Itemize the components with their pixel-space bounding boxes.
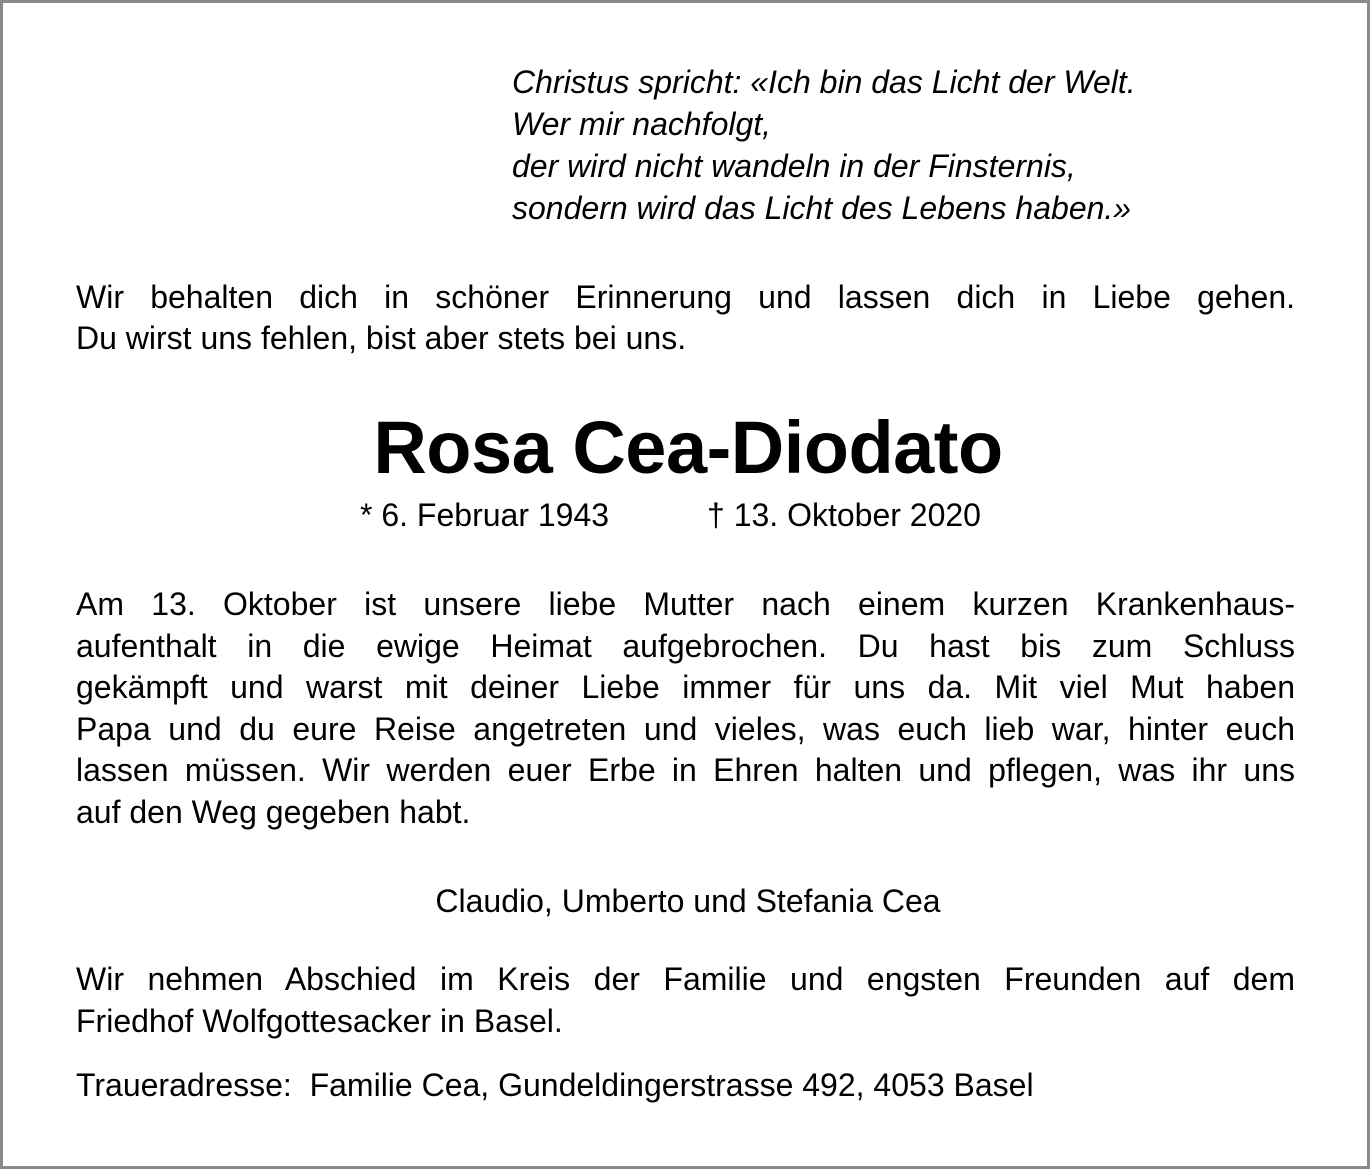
body-line: lassen müssen. Wir werden euer Erbe in Ehren halten und pflegen, was ihr uns [76,752,1295,789]
intro-line: Du wirst uns fehlen, bist aber stets bei uns. [76,320,687,356]
body-line: Am 13. Oktober ist unsere liebe Mutter nach einem kurzen Krankenhaus- [76,586,1295,622]
family-signature: Claudio, Umberto und Stefania Cea [435,883,941,919]
mourning-address [76,1064,1034,1106]
quote-line: sondern wird das Licht des Lebens haben.» [512,190,1132,226]
body-line: Papa und du eure Reise angetreten und vieles, was euch lieb war, hinter euch [76,710,1295,747]
life-dates [360,494,981,536]
quote-line: Wer mir nachfolgt, [512,106,772,142]
farewell-paragraph [76,958,1295,1042]
intro-line: Wir behalten dich in schöner Erinnerung und lassen dich in Liebe gehen. [76,279,1295,315]
address-value: Familie Cea, Gundeldingerstrasse 492, 4053 Basel [309,1067,1034,1103]
body-paragraph [76,584,1295,834]
deceased-name: Rosa Cea-Diodato [373,406,1003,489]
farewell-line: Friedhof Wolfgottesacker in Basel. [76,1003,563,1039]
death-date: † 13. Oktober 2020 [707,497,981,533]
quote-line: Christus spricht: «Ich bin das Licht der Welt. [512,64,1136,100]
body-line: aufenthalt in die ewige Heimat aufgebrochen. Du hast bis zum Schluss [76,627,1295,664]
birth-date: * 6. Februar 1943 [360,497,610,533]
body-line: gekämpft und warst mit deiner Liebe immer für uns da. Mit viel Mut haben [76,669,1295,706]
farewell-line: Wir nehmen Abschied im Kreis der Familie und engsten Freunden auf dem [76,961,1295,997]
intro-paragraph [76,277,1295,359]
address-label: Traueradresse: [76,1067,292,1103]
bible-quote [512,61,1312,229]
quote-line: der wird nicht wandeln in der Finsternis, [512,148,1076,184]
body-line: auf den Weg gegeben habt. [76,793,471,830]
